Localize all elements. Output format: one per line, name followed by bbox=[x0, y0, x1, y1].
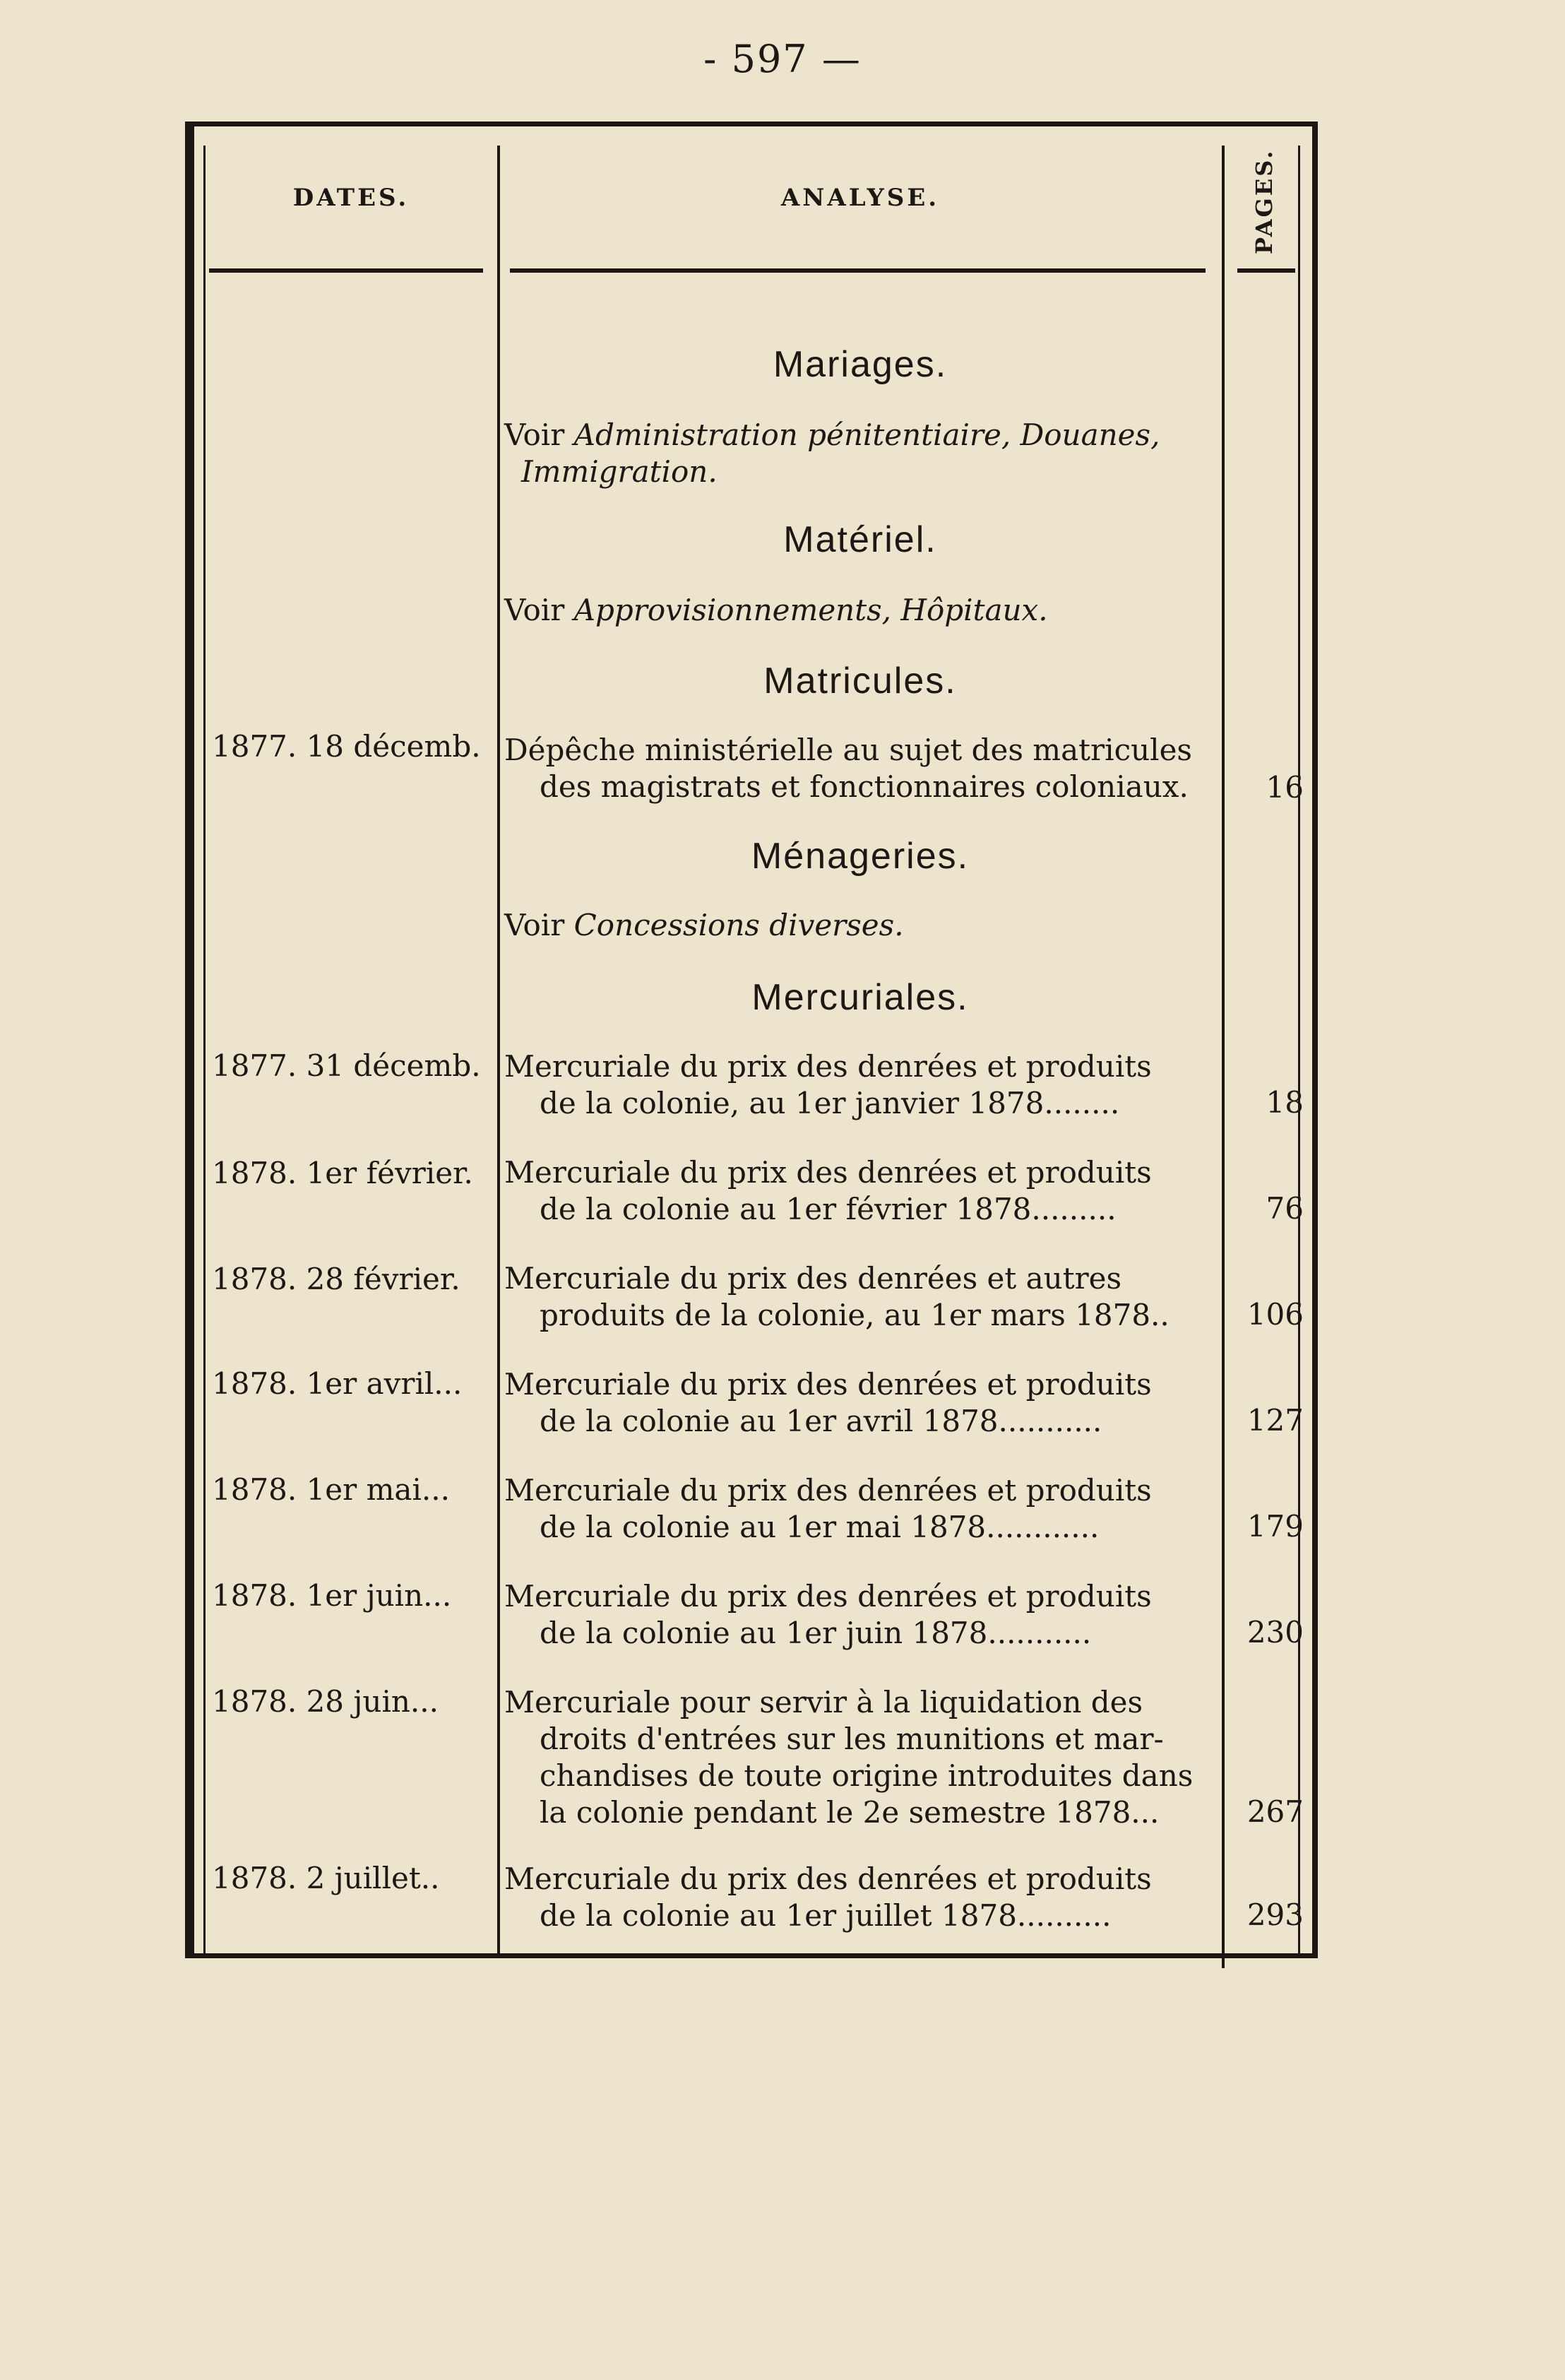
voir-reference: Administration pénitentiaire, Douanes, bbox=[573, 418, 1160, 452]
table-frame bbox=[185, 122, 1318, 1958]
entry-line: Mercuriale du prix des denrées et produits bbox=[504, 1579, 1152, 1614]
entry-line: produits de la colonie, au 1er mars 1878.. bbox=[540, 1298, 1170, 1332]
entry-date: 1877. 31 décemb. bbox=[212, 1048, 481, 1083]
entry-analysis bbox=[504, 1048, 1218, 1122]
entry-analysis bbox=[504, 1861, 1218, 1934]
entry-page: 16 bbox=[1266, 770, 1304, 805]
entry-date: 1878. 1er mai... bbox=[212, 1472, 450, 1507]
entry-date: 1878. 1er avril... bbox=[212, 1366, 463, 1401]
voir-reference: Approvisionnements, Hôpitaux. bbox=[573, 593, 1048, 627]
entry-line: Mercuriale du prix des denrées et produits bbox=[504, 1861, 1152, 1896]
entry-line: de la colonie au 1er avril 1878........... bbox=[540, 1404, 1102, 1438]
voir-menageries bbox=[504, 907, 1218, 944]
section-title-matricules: Matricules. bbox=[763, 661, 957, 701]
entry-line: des magistrats et fonctionnaires coloniaux. bbox=[540, 769, 1189, 804]
entry-page: 179 bbox=[1246, 1509, 1304, 1544]
voir-materiel bbox=[504, 592, 1218, 629]
header-rule-dates bbox=[209, 268, 483, 273]
entry-date: 1878. 28 juin... bbox=[212, 1684, 439, 1719]
entry-analysis bbox=[504, 1366, 1218, 1440]
entry-analysis bbox=[504, 732, 1218, 805]
entry-page: 106 bbox=[1246, 1297, 1304, 1332]
section-title-menageries: Ménageries. bbox=[751, 836, 970, 877]
voir-prefix: Voir bbox=[504, 908, 565, 942]
entry-analysis bbox=[504, 1578, 1218, 1652]
entry-line: Mercuriale du prix des denrées et produits bbox=[504, 1155, 1152, 1190]
entry-page: 293 bbox=[1246, 1898, 1304, 1932]
table-inner-left-rule bbox=[203, 146, 206, 1954]
page-number: - 597 — bbox=[703, 37, 862, 81]
voir-prefix: Voir bbox=[504, 593, 565, 627]
entry-line: Mercuriale du prix des denrées et produits bbox=[504, 1367, 1152, 1402]
entry-line: Dépêche ministérielle au sujet des matricules bbox=[504, 733, 1192, 767]
header-analyse: ANALYSE. bbox=[780, 184, 940, 212]
entry-line: de la colonie au 1er juin 1878........... bbox=[540, 1616, 1092, 1650]
entry-line: de la colonie au 1er mai 1878............ bbox=[540, 1510, 1100, 1544]
entry-date: 1878. 1er février. bbox=[212, 1156, 473, 1190]
column-divider-dates bbox=[497, 146, 500, 1954]
entry-page: 18 bbox=[1266, 1085, 1304, 1120]
table-inner-right-rule bbox=[1298, 146, 1300, 1954]
entry-line: la colonie pendant le 2e semestre 1878... bbox=[540, 1795, 1160, 1830]
voir-reference: Concessions diverses. bbox=[573, 908, 904, 942]
entry-line: Mercuriale du prix des denrées et produits bbox=[504, 1473, 1152, 1508]
section-title-mercuriales: Mercuriales. bbox=[751, 977, 969, 1018]
entry-line: de la colonie, au 1er janvier 1878........ bbox=[540, 1086, 1120, 1120]
entry-page: 267 bbox=[1246, 1794, 1304, 1829]
column-divider-pages bbox=[1222, 146, 1225, 1968]
entry-page: 230 bbox=[1246, 1615, 1304, 1650]
entry-line: de la colonie au 1er juillet 1878.......... bbox=[540, 1898, 1112, 1933]
entry-analysis bbox=[504, 1154, 1218, 1228]
entry-analysis bbox=[504, 1260, 1218, 1334]
entry-line: chandises de toute origine introduites dans bbox=[540, 1758, 1194, 1793]
entry-line: Mercuriale du prix des denrées et produits bbox=[504, 1049, 1152, 1084]
header-rule-analyse bbox=[510, 268, 1206, 273]
header-rule-pages bbox=[1237, 268, 1295, 273]
entry-date: 1878. 2 juillet.. bbox=[212, 1861, 440, 1895]
voir-prefix: Voir bbox=[504, 418, 565, 452]
header-pages: PAGES. bbox=[1251, 148, 1278, 254]
entry-date: 1877. 18 décemb. bbox=[212, 729, 481, 764]
header-dates: DATES. bbox=[292, 184, 410, 212]
section-title-mariages: Mariages. bbox=[773, 344, 948, 385]
voir-reference-cont: Immigration. bbox=[521, 454, 718, 489]
entry-analysis bbox=[504, 1472, 1218, 1546]
entry-date: 1878. 28 février. bbox=[212, 1262, 460, 1296]
entry-line: de la colonie au 1er février 1878......... bbox=[540, 1192, 1117, 1226]
entry-date: 1878. 1er juin... bbox=[212, 1578, 452, 1613]
section-title-materiel: Matériel. bbox=[783, 519, 937, 560]
voir-mariages bbox=[504, 417, 1218, 490]
entry-analysis bbox=[504, 1684, 1218, 1831]
entry-line: droits d'entrées sur les munitions et mar- bbox=[540, 1722, 1164, 1756]
entry-line: Mercuriale pour servir à la liquidation des bbox=[504, 1685, 1143, 1719]
entry-line: Mercuriale du prix des denrées et autres bbox=[504, 1261, 1122, 1296]
entry-page: 127 bbox=[1246, 1403, 1304, 1438]
entry-page: 76 bbox=[1266, 1191, 1304, 1226]
